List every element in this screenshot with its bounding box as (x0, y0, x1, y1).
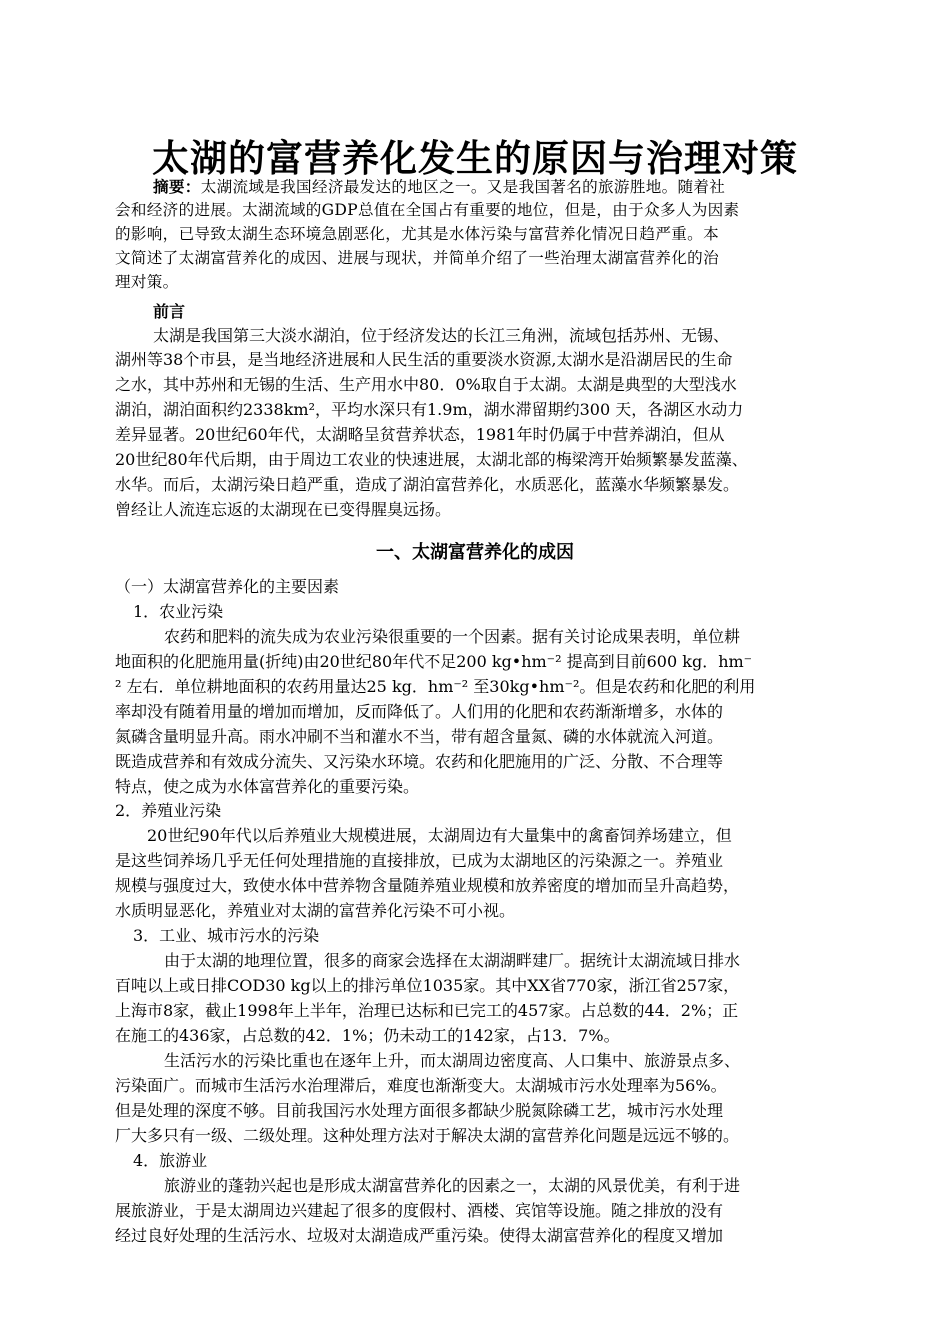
subsection-heading: （一）太湖富营养化的主要因素 (115, 577, 340, 596)
item-heading: 1．农业污染 (133, 602, 224, 621)
section-heading: 一、太湖富营养化的成因 (376, 542, 574, 563)
preface-line: 之水，其中苏州和无锡的生活、生产用水中80．0%取自于太湖。太湖是典型的大型浅水 (115, 375, 737, 394)
abstract-line: 理对策。 (115, 273, 179, 291)
item-line: 地面积的化肥施用量(折纯)由20世纪80年代不足200 kg•hm⁻² 提高到目前600 kg．hm⁻ (115, 652, 753, 671)
preface-line: 曾经让人流连忘返的太湖现在已变得腥臭远扬。 (115, 500, 452, 519)
item-line: 既造成营养和有效成分流失、又污染水环境。农药和化肥施用的广泛、分散、不合理等 (115, 752, 724, 771)
item-line: 旅游业的蓬勃兴起也是形成太湖富营养化的因素之一，太湖的风景优美，有利于进 (164, 1176, 741, 1195)
item-line: 展旅游业，于是太湖周边兴建起了很多的度假村、酒楼、宾馆等设施。随之排放的没有 (115, 1201, 724, 1220)
item-heading: 4．旅游业 (133, 1151, 208, 1170)
abstract-line: 的影响，已导致太湖生态环境急剧恶化，尤其是水体污染与富营养化情况日趋严重。本 (115, 225, 719, 243)
item-line: 是这些饲养场几乎无任何处理措施的直接排放，已成为太湖地区的污染源之一。养殖业 (115, 851, 724, 870)
item-line: 农药和肥料的流失成为农业污染很重要的一个因素。据有关讨论成果表明，单位耕 (164, 627, 741, 646)
item-line: 污染面广。而城市生活污水治理滞后，难度也渐渐变大。太湖城市污水处理率为56%。 (115, 1076, 727, 1095)
item-heading: 3．工业、城市污水的污染 (133, 926, 320, 945)
item-line: 率却没有随着用量的增加而增加，反而降低了。人们用的化肥和农药渐渐增多，水体的 (115, 702, 724, 721)
item-line: ² 左右．单位耕地面积的农药用量达25 kg．hm⁻² 至30kg•hm⁻²。但是农药和化肥的利用 (115, 677, 756, 696)
item-line: 在施工的436家，占总数的42．1%；仍未动工的142家，占13．7%。 (115, 1026, 620, 1045)
preface-line: 湖泊，湖泊面积约2338km²，平均水深只有1.9m，湖水滞留期约300 天，各湖区水动力 (115, 400, 744, 419)
abstract-text: 太湖流域是我国经济最发达的地区之一。又是我国著名的旅游胜地。随着社 (200, 178, 726, 196)
abstract-line (115, 176, 860, 198)
item-line: 经过良好处理的生活污水、垃圾对太湖造成严重污染。使得太湖富营养化的程度又增加 (115, 1226, 724, 1245)
abstract-label: 摘要： (153, 178, 201, 196)
item-heading: 2．养殖业污染 (115, 801, 222, 820)
preface-heading: 前言 (153, 302, 186, 321)
item-line: 上海市8家，截止1998年上半年，治理已达标和已完工的457家。占总数的44．2%；正 (115, 1001, 739, 1020)
page-title: 太湖的富营养化发生的原因与治理对策 (152, 137, 798, 180)
item-line: 百吨以上或日排COD30 kg以上的排污单位1035家。其中XX省770家，浙江省257家， (115, 976, 740, 995)
abstract-line: 会和经济的进展。太湖流域的GDP总值在全国占有重要的地位，但是，由于众多人为因素 (115, 201, 740, 219)
preface-line: 湖州等38个市县，是当地经济进展和人民生活的重要淡水资源,太湖水是沿湖居民的生命 (115, 350, 733, 369)
item-line: 但是处理的深度不够。目前我国污水处理方面很多都缺少脱氮除磷工艺，城市污水处理 (115, 1101, 724, 1120)
preface-line: 20世纪80年代后期，由于周边工农业的快速进展，太湖北部的梅梁湾开始频繁暴发蓝藻、 (115, 450, 748, 469)
preface-line: 水华。而后，太湖污染日趋严重，造成了湖泊富营养化，水质恶化，蓝藻水华频繁暴发。 (115, 475, 740, 494)
item-line: 氮磷含量明显升高。雨水冲刷不当和灌水不当，带有超含量氮、磷的水体就流入河道。 (115, 727, 724, 746)
item-line: 由于太湖的地理位置，很多的商家会选择在太湖湖畔建厂。据统计太湖流域日排水 (164, 951, 741, 970)
preface-line: 差异显著。20世纪60年代，太湖略呈贫营养状态，1981年时仍属于中营养湖泊，但从 (115, 425, 725, 444)
preface-line: 太湖是我国第三大淡水湖泊，位于经济发达的长江三角洲，流域包括苏州、无锡、 (153, 326, 730, 345)
item-line: 特点，使之成为水体富营养化的重要污染。 (115, 777, 420, 796)
item-line: 规模与强度过大，致使水体中营养物含量随养殖业规模和放养密度的增加而呈升高趋势， (115, 876, 740, 895)
item-line: 水质明显恶化，养殖业对太湖的富营养化污染不可小视。 (115, 901, 516, 920)
abstract-line: 文简述了太湖富营养化的成因、进展与现状，并简单介绍了一些治理太湖富营养化的治 (115, 249, 719, 267)
item-line: 厂大多只有一级、二级处理。这种处理方法对于解决太湖的富营养化问题是远远不够的。 (115, 1126, 740, 1145)
item-line: 生活污水的污染比重也在逐年上升，而太湖周边密度高、人口集中、旅游景点多、 (164, 1051, 741, 1070)
item-line: 20世纪90年代以后养殖业大规模进展，太湖周边有大量集中的禽畜饲养场建立，但 (147, 826, 732, 845)
